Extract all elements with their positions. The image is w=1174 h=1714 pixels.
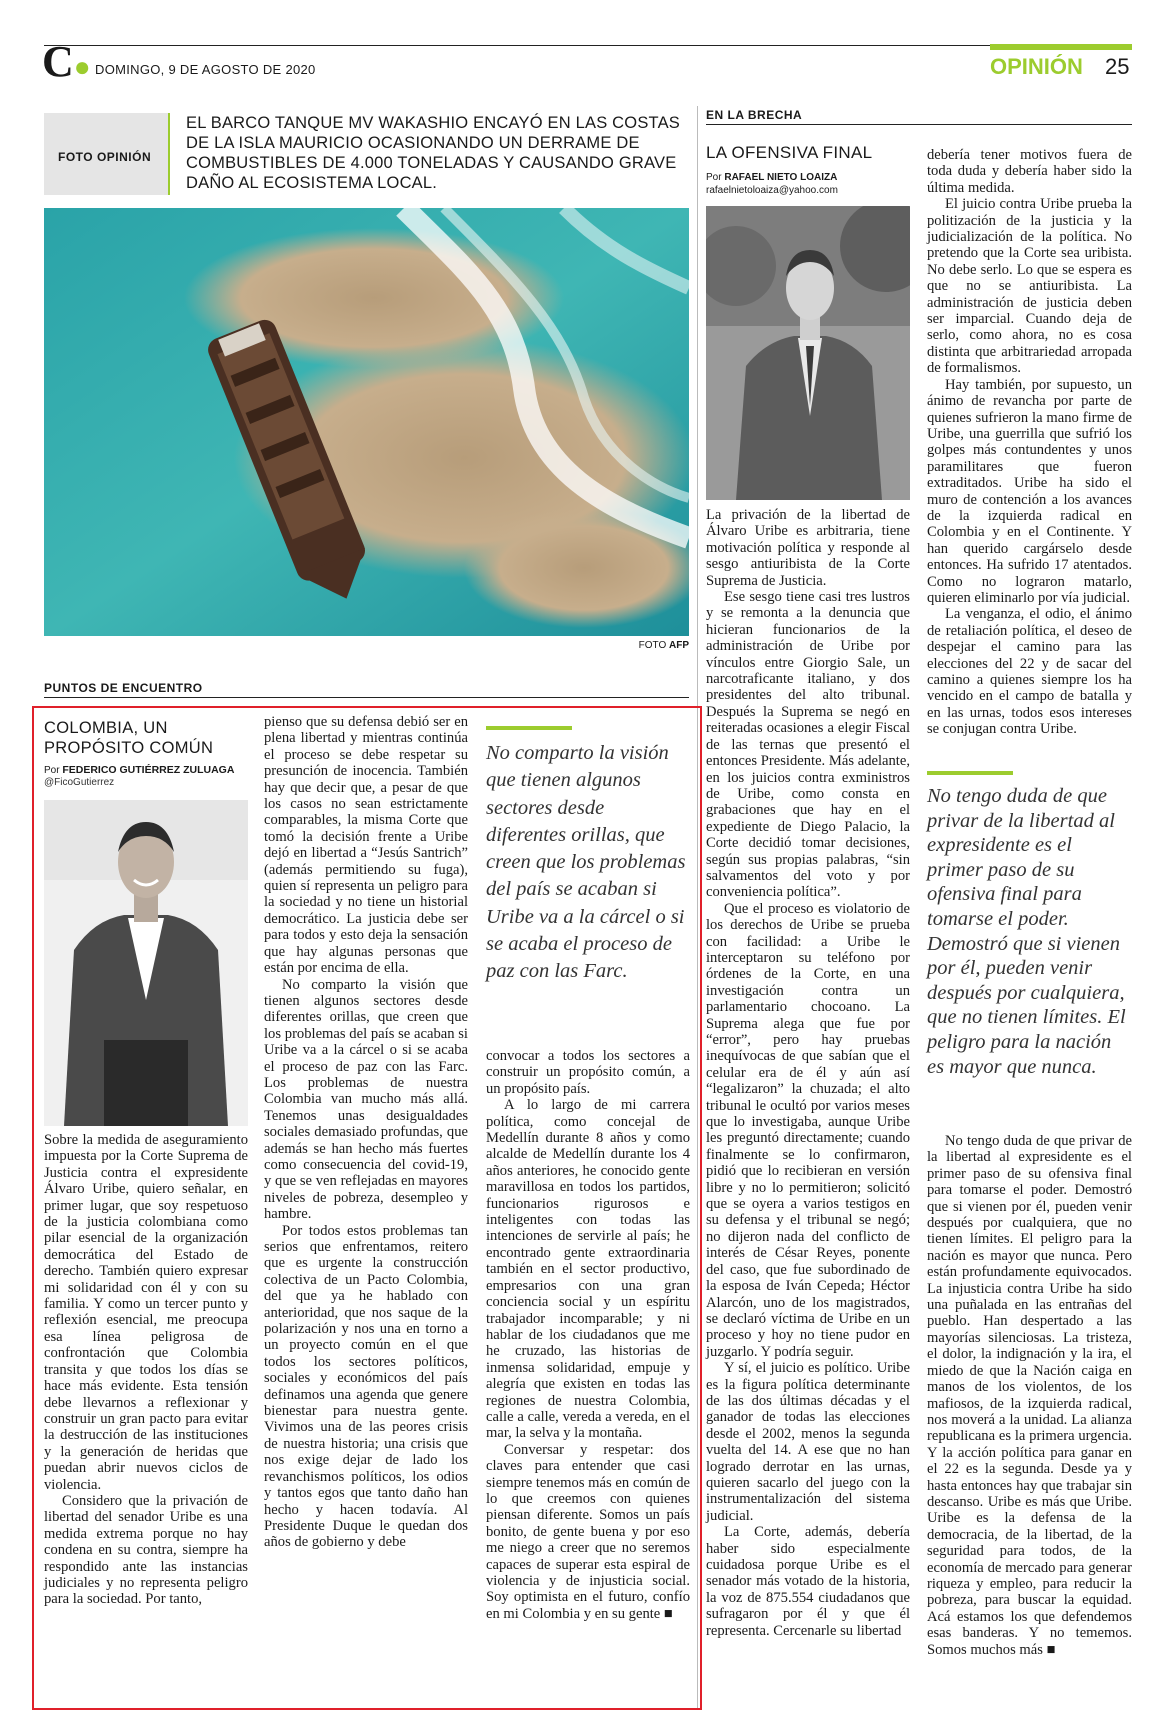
oil-spill-photo [44,208,689,636]
paragraph: La privación de la libertad de Álvaro Uribe es arbitraria, tiene motivación política y responde al sesgo antiuribista de la Corte Suprema de Justicia. [706,507,910,589]
article-column-1 [44,1132,248,1608]
paragraph: convocar a todos los sectores a construir un propósito común, a un propósito país. [486,1048,690,1097]
author-photo [44,800,248,1126]
paragraph: La venganza, el odio, el ánimo de retaliación política, el deseo de despejar el camino para las elecciones del 22 y de sacar del camino a quienes siempre los ha vencido en el campo de batalla y en las urnas, todos esos intereses se conjugan contra Uribe. [927,606,1132,738]
pullquote: No tengo duda de que privar de la libertad al expresidente es el primer paso de su ofensiva final para tomarse el poder. Demostró que si vienen por él, pueden venir después por cualquiera, que no tienen límites. El peligro para la nación es mayor que nunca. [927,785,1126,1078]
article-column-3 [486,1048,690,1622]
paragraph: debería tener motivos fuera de toda duda y debería haber sido la última medida. [927,147,1132,196]
page-number: 25 [1105,54,1130,79]
issue-date: DOMINGO, 9 DE AGOSTO DE 2020 [95,62,316,77]
paragraph: El juicio contra Uribe prueba la politización de la justicia y la judicialización de la política. No pretendo que la Corte sea uribista. No debe serlo. Lo que se espera es que no se antiuribista. La administración de justicia deben ser imparcial. Cuando deja de serlo, como ahora, no es cosa distinta que arbitrariedad arropada de formalismos. [927,196,1132,377]
byline: Por FEDERICO GUTIÉRREZ ZULUAGA [44,764,235,776]
paragraph: Por todos estos problemas tan serios que enfrentamos, reitero que es urgente la construcción colectiva de un Pacto Colombia, del que ya he hablado con anterioridad, que nos saque de la polarización y nos una en torno a un proyecto común en el que todos los sectores políticos, sociales y económicos del país definamos una agenda que genere bienestar para nuestra gente. Vivimos una de las peores crisis de nuestra historia; una crisis que nos exige dejar de lado los revanchismos políticos, los odios y tantos egos que tanto daño han hecho y hacen todavía. Al Presidente Duque le quedan dos años de gobierno y debe [264,1222,468,1551]
paragraph: A lo largo de mi carrera política, como concejal de Medellín durante 8 años y como alcalde de Medellín durante los 4 años anteriores, he conocido gente maravillosa en todos los partidos, funcionarios rigurosos e inteligentes con todas las intenciones de servirle al país; he encontrado gente extraordinaria también en el sector productivo, empresarios con una gran conciencia social y un espíritu trabajador incomparable; y ni hablar de los ciudadanos que me he cruzado, las historias de inmensa solidaridad, empuje y alegría que existen en todas las regiones de nuestra Colombia, calle a calle, vereda a vereda, en el mar, la selva y la montaña. [486,1097,690,1442]
brecha-section-label: EN LA BRECHA [706,108,803,122]
article-column-5 [927,147,1132,738]
author-photo [706,206,910,500]
paragraph: La Corte, además, debería haber sido especialmente cuidadosa porque Uribe es el senador más votado de la historia, la voz de 875.554 ciudadanos que sufragaron por él y que él representa. Cercenarle su libertad [706,1524,910,1639]
paragraph: No tengo duda de que privar de la libertad al expresidente es el primer paso de su ofensiva final para tomarse el poder. Demostró que si vienen por él, pueden venir después por cualquiera, que no tienen límites. El peligro para la nación es mayor que nunca. Pero están profundamente equivocados. La injusticia contra Uribe ha sido una puñalada en las entrañas del pueblo. Han despertado a las mayorías silenciosas. La tristeza, el dolor, la indignación y la ira, el miedo de que la Nación caiga en manos de los violentos, de los mafiosos, de la izquierda radical, nos moverá a la unidad. La alianza republicana es la primera urgencia. Y la acción política para ganar en el 22 es la segunda. Desde ya y hasta entonces hay que trabajar sin descanso. Uribe es más que Uribe. Uribe es la defensa de la democracia, de la libertad, de la seguridad para todos, de la economía de mercado para generar riqueza y empleo, para reducir la pobreza, para buscar la equidad. Acá estamos los que defendemos esas banderas. Y no tememos. Somos muchos más ■ [927,1133,1132,1658]
paragraph: Sobre la medida de aseguramiento impuesta por la Corte Suprema de Justicia contra el expresidente Álvaro Uribe, quiero señalar, en primer lugar, que soy respetuoso de la justicia colombiana como pilar esencial de la organización democrática del Estado de derecho. También quiero expresar mi solidaridad con él y con su familia. Y como un tercer punto y reflexión esencial, me preocupa esa línea peligrosa de confrontación que Colombia transita y que todos los días se hace más evidente. Esta tensión debe llevarnos a reflexionar y construir un gran pacto para evitar la destrucción de las instituciones y la generación de heridas que puedan abrir nuevos ciclos de violencia. [44,1132,248,1493]
paragraph: Que el proceso es violatorio de los derechos de Uribe se prueba con facilidad: a Uribe le interceptaron su teléfono por órdenes de la Corte, en una investigación contra un parlamentario chocoano. La Suprema alega que fue por “error”, pero hay pruebas inequívocas de que sabían que el celular era de él y aún así “legalizaron” la chuzada; el alto tribunal le ocultó por varios meses que lo investigaba, aunque Uribe les preguntó directamente; cuando finalmente se lo confirmaron, pidió que lo recibieran en versión libre y no lo permitieron; solicitó que se oyera a varios testigos en su defensa y el tribunal se negó; no dijeron nada del conflicto de interés de César Reyes, ponente del caso, que fue subordinado de la esposa de Iván Cepeda; Héctor Alarcón, uno de los magistrados, se declaró víctima de Uribe en un proceso y hoy no tiene pudor en juzgarlo. Y podría seguir. [706,900,910,1360]
top-rule [44,45,1132,46]
newspaper-logo: C● [42,37,91,86]
photo-credit: FOTO AFP [638,640,689,651]
article-title: LA OFENSIVA FINAL [706,143,873,162]
brecha-rule [706,124,1132,125]
foto-caption: EL BARCO TANQUE MV WAKASHIO ENCAYÓ EN LAS COSTAS DE LA ISLA MAURICIO OCASIONANDO UN DERRAME DE COMBUSTIBLES DE 4.000 TONELADAS Y CAUSANDO GRAVE DAÑO AL ECOSISTEMA LOCAL. [186,114,681,192]
paragraph: Considero que la privación de libertad del senador Uribe es una medida extrema porque no hay condena en su contra, siempre ha respondido ante las instancias judiciales y no representa peligro para la sociedad. Por tanto, [44,1492,248,1608]
paragraph: No comparto la visión que tienen algunos sectores desde diferentes orillas, que creen que los problemas del país se acaban si Uribe va a la cárcel o si se acaba el proceso de paz con las Farc. Los problemas de nuestra Colombia van mucho más allá. Tenemos unas desigualdades sociales demasiado profundas, que además se han hecho más fuertes como consecuencia del covid-19, y que se ven reflejadas en mayores niveles de pobreza, desempleo y hambre. [264,976,468,1223]
article-column-5-continued [927,1133,1132,1658]
paragraph: Conversar y respetar: dos claves para entender que casi siempre tenemos más en común de lo que creemos con quienes piensan diferente. Somos un país bonito, de gente buena y por eso me niego a creer que no seremos capaces de superar esta espiral de violencia y de injusticia social. Soy optimista en el futuro, confío en mi Colombia y en su gente ■ [486,1441,690,1622]
author-email: rafaelnietoloaiza@yahoo.com [706,185,838,196]
foto-accent-rule [168,113,170,195]
pullquote-accent-rule [486,726,572,730]
article-column-2 [264,714,468,1551]
article-title: COLOMBIA, UN PROPÓSITO COMÚN [44,719,214,757]
paragraph: Y sí, el juicio es político. Uribe es la figura política determinante de las dos últimas décadas y el ganador de todas las elecciones desde el 2002, menos la segunda vuelta del 14. A ese que no han logrado derrotar en las urnas, quieren sacarlo del juego con la instrumentalización del sistema judicial. [706,1360,910,1524]
byline: Por RAFAEL NIETO LOAIZA [706,172,838,183]
author-handle: @FicoGutierrez [44,777,115,788]
paragraph: Hay también, por supuesto, un ánimo de revancha por parte de quienes sufrieron la mano firme de Uribe, una guerrilla que sufrió los golpes más contundentes y unos paramilitares que fueron extraditados. Uribe ha sido el muro de contención a los avances de la izquierda radical en Colombia y en el Continente. Y han querido cargárselo desde entonces. Ha sufrido 17 atentados. Como no lograron matarlo, quieren eliminarlo por vía judicial. [927,376,1132,606]
paragraph: Ese sesgo tiene casi tres lustros y se remonta a la denuncia que hicieran funcionarios de la administración de Uribe por vínculos entre Giorgio Sale, un narcotraficante italiano, y dos presidentes del alto tribunal. Después la Suprema se negó en reiteradas ocasiones a elegir Fiscal de las ternas que presentó el entonces Presidente. Más adelante, en los juicios contra exministros de Uribe, como consta en grabaciones que hay en el expediente de Diego Palacio, la Corte decidió tomar decisiones, según sus propias palabras, “sin salvamentos del voto y por conveniencia política”. [706,589,910,901]
section-accent-bar [990,44,1132,50]
foto-opinion-label: FOTO OPINIÓN [58,150,152,164]
article-column-4 [706,507,910,1639]
puntos-section-label: PUNTOS DE ENCUENTRO [44,681,203,695]
pullquote: No comparto la visión que tienen algunos sectores desde diferentes orillas, que creen que los problemas del país se acaban si Uribe va a la cárcel o si se acaba el proceso de paz con las Farc. [486,742,686,983]
puntos-rule [44,697,689,698]
pullquote-accent-rule [927,771,1013,775]
section-name: OPINIÓN [990,54,1083,79]
paragraph: pienso que su defensa debió ser en plena libertad y mientras continúa el proceso se debe respetar su presunción de inocencia. También hay que decir que, a pesar de que los casos no sean estrictamente comparables, la misma Corte que tomó la decisión frente a Uribe dejó en libertad a “Jesús Santrich” (además permitiendo su fuga), quien sí representa un peligro para la sociedad y no tiene un historial democrático. La justicia debe ser para todos y esto deja la sensación que hay algunas personas que están por encima de ella. [264,714,468,977]
